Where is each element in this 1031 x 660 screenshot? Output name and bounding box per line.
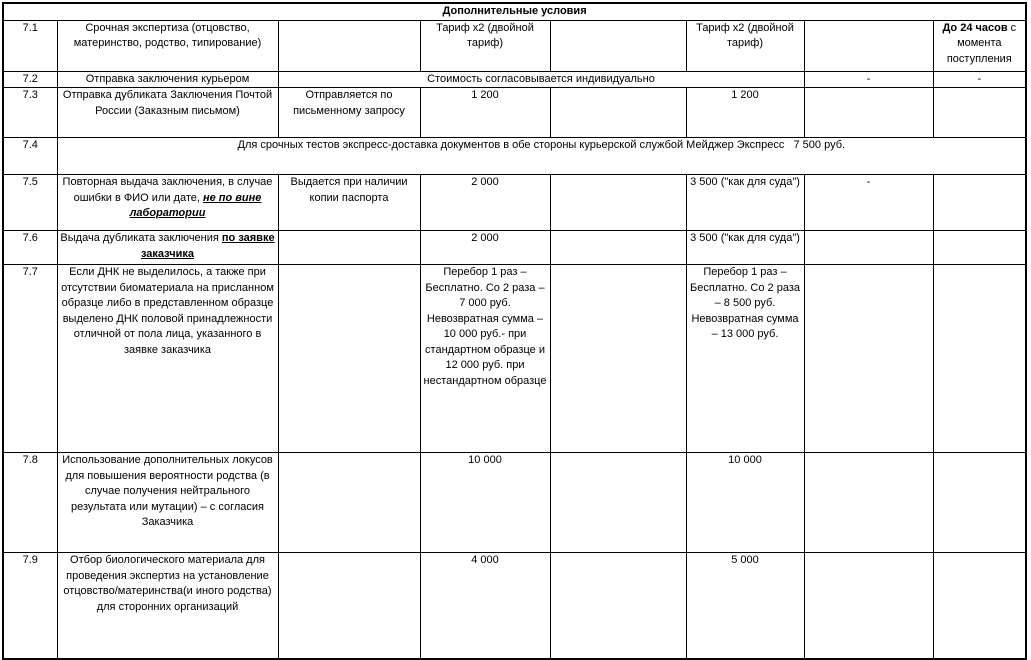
price-urgent: 3 500 ("как для суда"): [686, 231, 804, 265]
service-description: Отправка дубликата Заключения Почтой России (Заказным письмом): [57, 88, 278, 138]
price-standard: 10 000: [420, 453, 550, 553]
empty-cell: [933, 88, 1026, 138]
service-description: Если ДНК не выделилось, а также при отсутствии биоматериала на присланном образце либо в представленном образце выделено ДНК половой принадлежности отличной от пола лица, указанного в заявке заказчика: [57, 265, 278, 453]
service-description: Срочная экспертиза (отцовство, материнство, родство, типирование): [57, 20, 278, 71]
empty-cell: [278, 265, 420, 453]
table-row: [3, 453, 1026, 553]
price-urgent: 3 500 ("как для суда"): [686, 175, 804, 231]
service-description: [57, 175, 278, 231]
description-emphasis-text: по заявке заказчика: [140, 232, 275, 260]
deadline-bold-text: До 24 часов: [942, 21, 1008, 34]
empty-cell: [804, 20, 933, 71]
empty-cell: [933, 553, 1026, 660]
deadline-rest-text: с момента поступления: [946, 21, 1017, 65]
empty-cell: [278, 231, 420, 265]
service-description: Отправка заключения курьером: [57, 71, 278, 88]
row-number: 7.8: [3, 453, 57, 553]
empty-cell: [804, 553, 933, 660]
additional-conditions-table: [2, 2, 1027, 660]
table-row: [3, 138, 1026, 175]
empty-cell: [804, 88, 933, 138]
dash-cell: -: [804, 175, 933, 231]
table-row: [3, 231, 1026, 265]
table-row: [3, 265, 1026, 453]
service-description: [57, 231, 278, 265]
table-row: [3, 71, 1026, 88]
tariff-urgent: Тариф х2 (двойной тариф): [686, 20, 804, 71]
empty-cell: [550, 20, 686, 71]
row-number: 7.5: [3, 175, 57, 231]
row-number: 7.4: [3, 138, 57, 175]
row-number: 7.2: [3, 71, 57, 88]
table-row: [3, 20, 1026, 71]
row-number: 7.9: [3, 553, 57, 660]
empty-cell: [933, 453, 1026, 553]
empty-cell: [278, 553, 420, 660]
empty-cell: [278, 453, 420, 553]
price-urgent: Перебор 1 раз – Бесплатно. Со 2 раза – 8 500 руб. Невозвратная сумма – 13 000 руб.: [686, 265, 804, 453]
dash-cell: -: [933, 71, 1026, 88]
merged-note: Стоимость согласовывается индивидуально: [278, 71, 804, 88]
price-standard: 2 000: [420, 231, 550, 265]
dash-cell: -: [804, 71, 933, 88]
note-cell: Выдается при наличии копии паспорта: [278, 175, 420, 231]
service-description: Отбор биологического материала для проведения экспертиз на установление отцовство/материнства(и иного родства) для сторонних организаций: [57, 553, 278, 660]
empty-cell: [278, 20, 420, 71]
table-row: [3, 175, 1026, 231]
empty-cell: [933, 231, 1026, 265]
tariff-standard: Тариф х2 (двойной тариф): [420, 20, 550, 71]
empty-cell: [804, 453, 933, 553]
empty-cell: [550, 265, 686, 453]
note-cell: Отправляется по письменному запросу: [278, 88, 420, 138]
empty-cell: [933, 265, 1026, 453]
table-row: [3, 88, 1026, 138]
empty-cell: [550, 231, 686, 265]
row-number: 7.7: [3, 265, 57, 453]
price-standard: Перебор 1 раз – Бесплатно. Со 2 раза – 7 000 руб. Невозвратная сумма – 10 000 руб.- при стандартном образце и 12 000 руб. при нестандартном образце: [420, 265, 550, 453]
service-description: Использование дополнительных локусов для повышения вероятности родства (в случае получения нейтрального результата или мутации) – с согласия Заказчика: [57, 453, 278, 553]
empty-cell: [804, 231, 933, 265]
empty-cell: [933, 175, 1026, 231]
price-standard: 4 000: [420, 553, 550, 660]
empty-cell: [804, 265, 933, 453]
price-urgent: 5 000: [686, 553, 804, 660]
description-emphasis-text: не по вине лаборатории: [129, 191, 262, 219]
description-main-text: Выдача дубликата заключения: [60, 232, 222, 244]
empty-cell: [550, 88, 686, 138]
price-urgent: 10 000: [686, 453, 804, 553]
deadline-cell: [933, 20, 1026, 71]
table-title: Дополнительные условия: [3, 3, 1026, 20]
table-row: [3, 553, 1026, 660]
price-standard: 2 000: [420, 175, 550, 231]
merged-note: Для срочных тестов экспресс-доставка документов в обе стороны курьерской службой Мейджер Экспресс 7 500 руб.: [57, 138, 1026, 175]
row-number: 7.6: [3, 231, 57, 265]
empty-cell: [550, 453, 686, 553]
table-title-row: [3, 3, 1026, 20]
description-main-text: Повторная выдача заключения, в случае ошибки в ФИО или дате,: [62, 176, 273, 204]
empty-cell: [550, 553, 686, 660]
price-standard: 1 200: [420, 88, 550, 138]
price-urgent: 1 200: [686, 88, 804, 138]
empty-cell: [550, 175, 686, 231]
row-number: 7.3: [3, 88, 57, 138]
row-number: 7.1: [3, 20, 57, 71]
